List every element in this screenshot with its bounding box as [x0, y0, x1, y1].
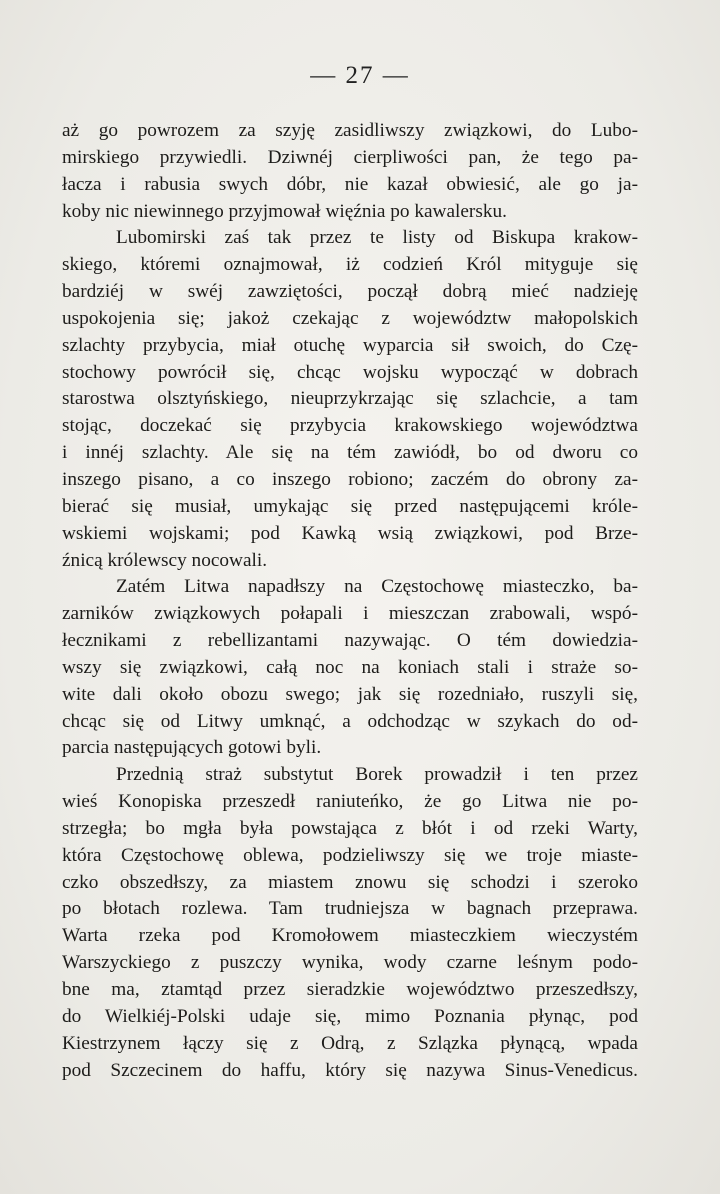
text-line: do Wielkiéj-Polski udaje się, mimo Poznania płynąc, pod: [62, 1005, 638, 1027]
text-line: stojąc, doczekać się przybycia krakowskiego województwa: [62, 415, 638, 437]
text-line: mirskiego przywiedli. Dziwnéj cierpliwości pan, że tego pa-: [62, 146, 638, 168]
text-line: i innéj szlachty. Ale się na tém zawiódł, bo od dworu co: [62, 442, 638, 464]
text-line: Kiestrzynem łączy się z Odrą, z Szlązka płynącą, wpada: [62, 1032, 638, 1054]
text-line: wskiemi wojskami; pod Kawką wsią związkowi, pod Brze-: [62, 522, 638, 544]
text-line: wite dali około obozu swego; jak się rozedniało, ruszyli się,: [62, 683, 638, 705]
text-line: bne ma, ztamtąd przez sieradzkie województwo przeszedłszy,: [62, 979, 638, 1000]
text-line: źnicą królewscy nocowali.: [62, 549, 268, 571]
text-line: skiego, któremi oznajmował, iż codzień Król mityguje się: [62, 254, 638, 276]
text-line: starostwa olsztyńskiego, nieuprzykrzając się szlachcie, a tam: [62, 388, 638, 410]
text-line: która Częstochowę oblewa, podzieliwszy się we troje miaste-: [62, 844, 638, 866]
text-line: koby nic niewinnego przyjmował więźnia po kawalersku.: [62, 200, 507, 222]
text-line: bierać się musiał, umykając się przed następującemi króle-: [62, 495, 638, 517]
text-line: Warta rzeka pod Kromołowem miasteczkiem wieczystém: [62, 925, 638, 947]
text-line: aż go powrozem za szyję zasidliwszy związkowi, do Lubo-: [62, 120, 638, 141]
text-line: parcia następujących gotowi byli.: [62, 737, 322, 759]
text-line: łecznikami z rebellizantami nazywając. O tém dowiedzia-: [62, 630, 638, 652]
paragraph-start-line: Przednią straż substytut Borek prowadził i ten przez: [116, 764, 638, 786]
text-line: czko obszedłszy, za miastem znowu się schodzi i szeroko: [62, 871, 638, 893]
text-line: Warszyckiego z puszczy wynika, wody czarne leśnym podo-: [62, 952, 638, 974]
text-line: bardziéj w swéj zawziętości, począł dobrą mieć nadzieję: [62, 281, 638, 303]
paragraph-start-line: Zatém Litwa napadłszy na Częstochowę miasteczko, ba-: [116, 576, 638, 598]
body-text: [62, 118, 638, 1084]
text-line: łacza i rabusia swych dóbr, nie kazał obwiesić, ale go ja-: [62, 173, 638, 195]
text-line: stochowy powrócił się, chcąc wojsku wypocząć w dobrach: [62, 361, 638, 383]
text-line: szlachty przybycia, miał otuchę wyparcia sił swoich, do Czę-: [62, 334, 638, 356]
text-line: chcąc się od Litwy umknąć, a odchodząc w szykach do od-: [62, 710, 638, 732]
text-line: po błotach rozlewa. Tam trudniejsza w bagnach przeprawa.: [62, 898, 638, 920]
text-line: wszy się związkowi, całą noc na koniach stali i straże so-: [62, 656, 638, 678]
text-line: strzegła; bo mgła była powstająca z błót i od rzeki Warty,: [62, 817, 638, 839]
page-number: — 27 —: [310, 62, 410, 89]
text-line: uspokojenia się; jakoż czekając z województw małopolskich: [62, 307, 638, 329]
text-line: wieś Konopiska przeszedł raniuteńko, że go Litwa nie po-: [62, 791, 638, 813]
text-line: pod Szczecinem do haffu, który się nazywa Sinus-Venedicus.: [62, 1059, 638, 1081]
text-line: zarników związkowych połapali i mieszczan zrabowali, wspó-: [62, 603, 638, 625]
paragraph-start-line: Lubomirski zaś tak przez te listy od Biskupa krakow-: [116, 227, 638, 249]
text-line: inszego pisano, a co inszego robiono; zaczém do obrony za-: [62, 468, 638, 490]
